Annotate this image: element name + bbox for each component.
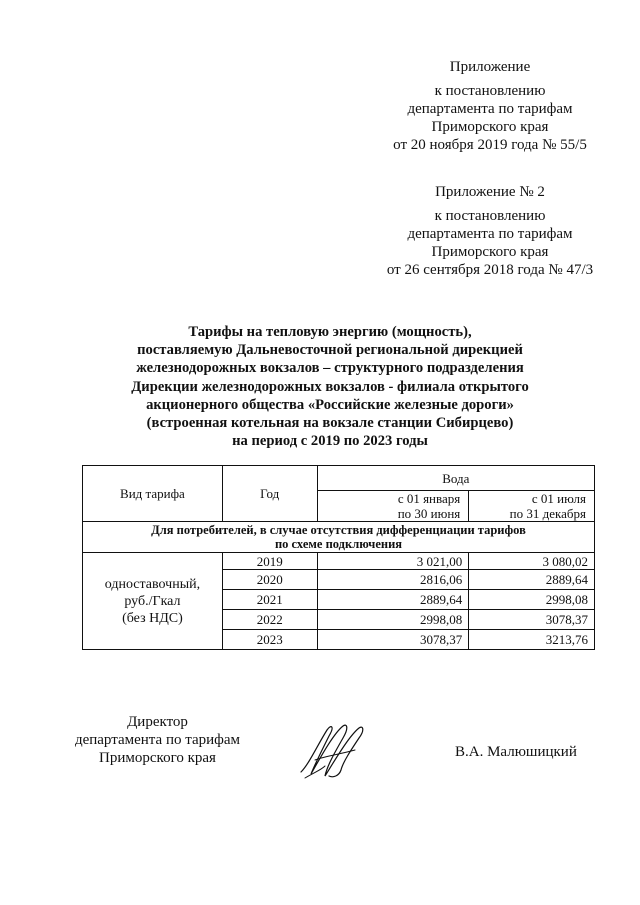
appendix-2-line: к постановлению (434, 208, 546, 224)
position-line: Приморского края (99, 750, 216, 766)
table-row (83, 553, 595, 570)
appendix-2-header (380, 183, 600, 279)
tariff-value-h1: 2816,06 (317, 570, 469, 590)
appendix-1-line: от 20 ноября 2019 года № 55/5 (393, 137, 587, 153)
title-line: на период с 2019 по 2023 годы (232, 433, 428, 450)
year-cell: 2023 (222, 630, 317, 650)
tariff-value-h2: 2998,08 (469, 590, 595, 610)
header-water: Вода (317, 466, 594, 491)
handwritten-signature (295, 720, 370, 782)
position-line: Директор (127, 714, 188, 730)
signatory-position (55, 713, 260, 767)
tariff-value-h1: 3 021,00 (317, 553, 469, 570)
section-header: Для потребителей, в случае отсутствия дифференциации тарифов по схеме подключения (83, 522, 595, 553)
year-cell: 2020 (222, 570, 317, 590)
appendix-1-line: Приморского края (431, 119, 549, 135)
tariff-value-h1: 3078,37 (317, 630, 469, 650)
title-line: железнодорожных вокзалов – структурного подразделения (136, 360, 524, 377)
tariff-value-h2: 3078,37 (469, 610, 595, 630)
year-cell: 2019 (222, 553, 317, 570)
title-line: (встроенная котельная на вокзале станции Сибирцево) (146, 415, 514, 432)
tariff-value-h1: 2889,64 (317, 590, 469, 610)
year-cell: 2021 (222, 590, 317, 610)
document-title (60, 323, 600, 450)
tariff-value-h2: 3213,76 (469, 630, 595, 650)
header-year: Год (222, 466, 317, 522)
header-tariff-type: Вид тарифа (83, 466, 223, 522)
header-period-1: с 01 января по 30 июня (317, 491, 469, 522)
header-period-2: с 01 июля по 31 декабря (469, 491, 595, 522)
appendix-1-header (390, 58, 590, 154)
title-line: Тарифы на тепловую энергию (мощность), (188, 324, 472, 340)
year-cell: 2022 (222, 610, 317, 630)
title-line: Дирекции железнодорожных вокзалов - филиала открытого (131, 378, 529, 395)
signer-name: В.А. Малюшицкий (455, 744, 577, 760)
title-line: поставляемую Дальневосточной региональной дирекцией (137, 342, 523, 359)
appendix-2-line: Приморского края (431, 244, 549, 260)
position-line: департамента по тарифам (74, 732, 241, 748)
appendix-1-title: Приложение (449, 59, 531, 75)
appendix-1-line: к постановлению (434, 83, 546, 99)
appendix-2-line: от 26 сентября 2018 года № 47/3 (386, 262, 594, 278)
appendix-2-title: Приложение № 2 (435, 184, 545, 200)
title-line: акционерного общества «Российские железные дороги» (146, 396, 514, 413)
tariff-value-h1: 2998,08 (317, 610, 469, 630)
tariff-value-h2: 3 080,02 (469, 553, 595, 570)
appendix-1-line: департамента по тарифам (407, 101, 573, 117)
tariff-type-cell: одноставочный, руб./Гкал (без НДС) (83, 553, 223, 650)
tariff-value-h2: 2889,64 (469, 570, 595, 590)
tariff-table (82, 465, 595, 650)
appendix-2-line: департамента по тарифам (407, 226, 573, 242)
